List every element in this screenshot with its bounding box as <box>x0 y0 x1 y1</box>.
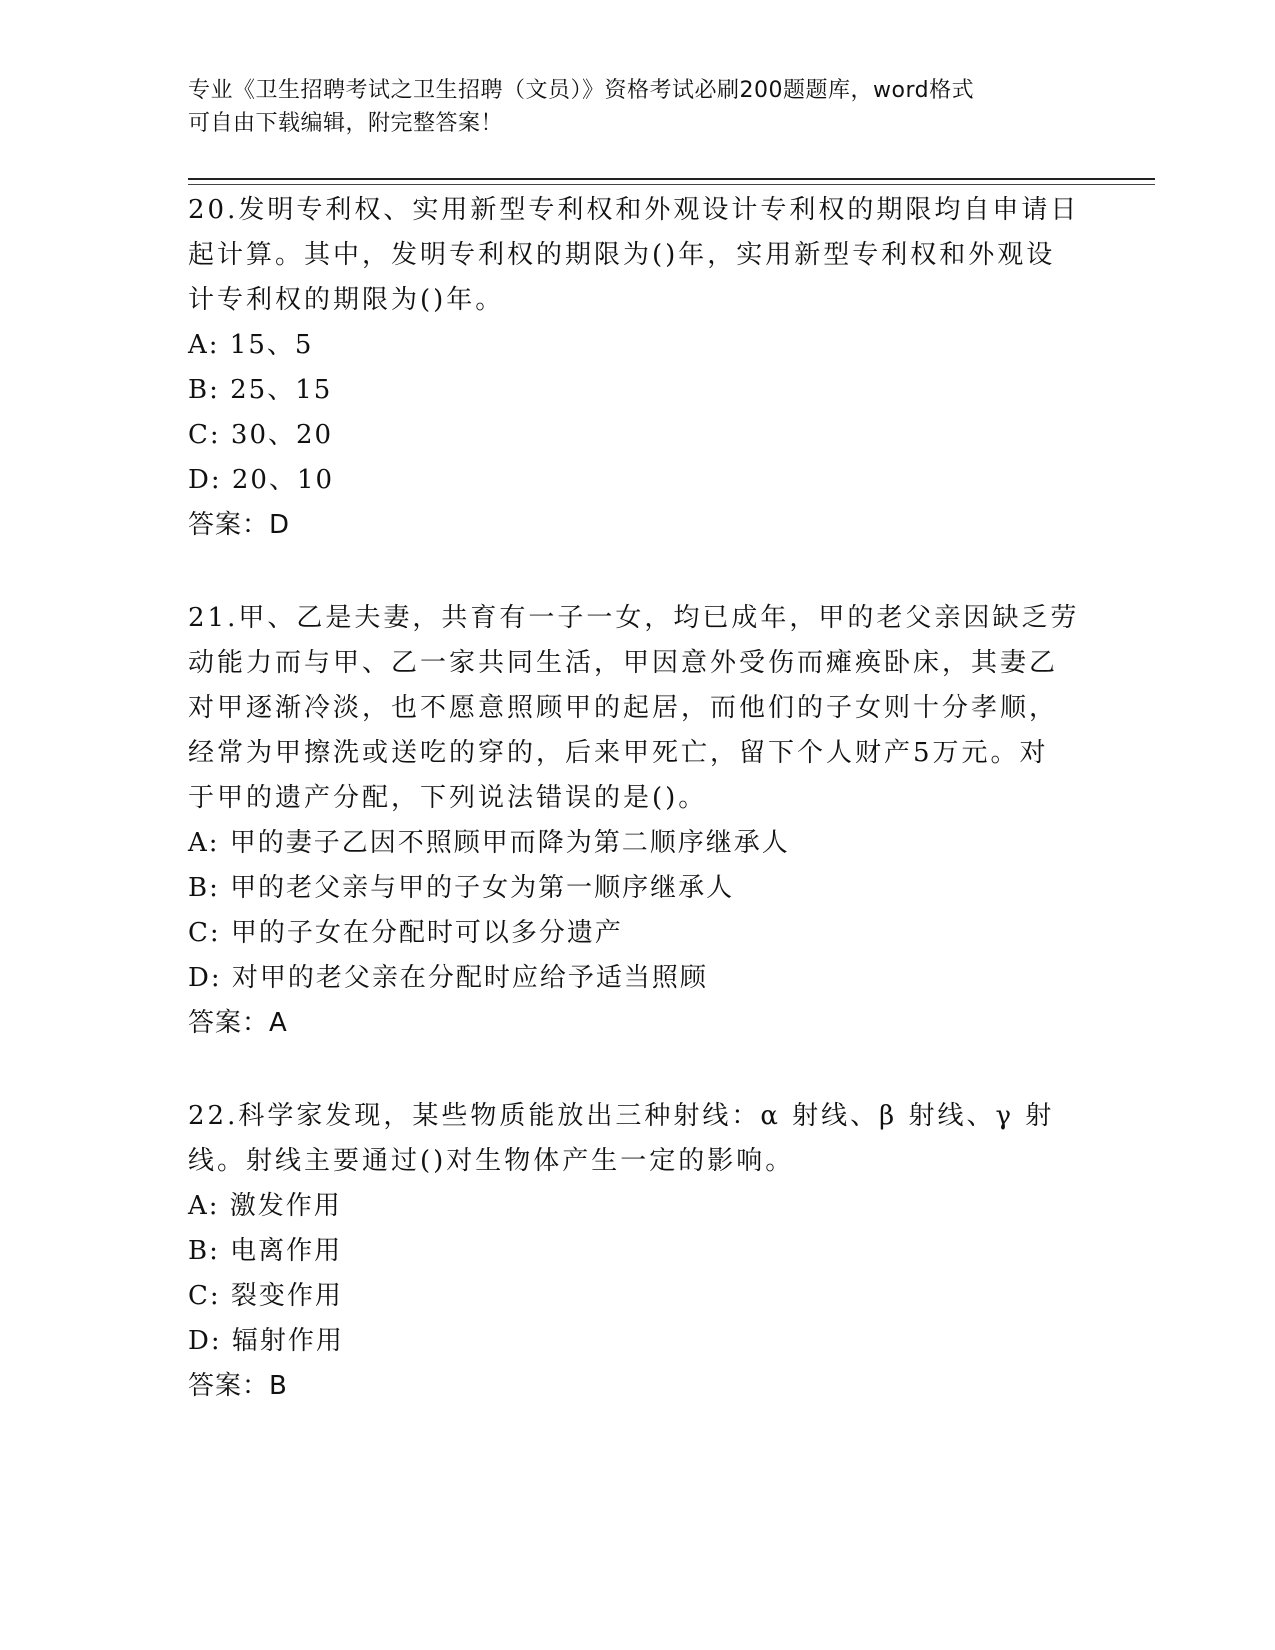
answer-line: 答案：B <box>188 1371 288 1401</box>
option-d: D: 辐射作用 <box>188 1326 344 1356</box>
question-text-line: 计专利权的期限为()年。 <box>188 285 505 315</box>
question-text-line: 起计算。其中，发明专利权的期限为()年，实用新型专利权和外观设 <box>188 240 1056 270</box>
option-c: C: 甲的子女在分配时可以多分遗产 <box>188 918 623 948</box>
question-text-line: 经常为甲擦洗或送吃的穿的，后来甲死亡，留下个人财产5万元。对 <box>188 738 1049 768</box>
option-c: C: 30、20 <box>188 420 334 450</box>
option-b: B: 25、15 <box>188 375 333 405</box>
answer-line: 答案：A <box>188 1008 288 1038</box>
header-rule-thick <box>188 178 1155 180</box>
question-text-line: 于甲的遗产分配，下列说法错误的是()。 <box>188 783 708 813</box>
option-b: B: 甲的老父亲与甲的子女为第一顺序继承人 <box>188 873 735 903</box>
option-d: D: 对甲的老父亲在分配时应给予适当照顾 <box>188 963 708 993</box>
option-c: C: 裂变作用 <box>188 1281 343 1311</box>
option-a: A: 激发作用 <box>188 1191 342 1221</box>
document-header <box>188 74 1068 140</box>
header-line-2: 可自由下载编辑，附完整答案！ <box>188 111 504 136</box>
header-line-1: 专业《卫生招聘考试之卫生招聘（文员）》资格考试必刷200题题库，word格式 <box>188 78 975 103</box>
question-22 <box>188 1094 1088 1409</box>
question-20 <box>188 188 1088 548</box>
answer-line: 答案：D <box>188 510 291 540</box>
header-rule-thin <box>188 184 1155 185</box>
question-text-line: 21.甲、乙是夫妻，共育有一子一女，均已成年，甲的老父亲因缺乏劳 <box>188 603 1080 633</box>
question-text-line: 20.发明专利权、实用新型专利权和外观设计专利权的期限均自申请日 <box>188 195 1080 225</box>
option-d: D: 20、10 <box>188 465 335 495</box>
question-21 <box>188 596 1088 1046</box>
option-a: A: 15、5 <box>188 330 314 360</box>
question-text-line: 对甲逐渐冷淡，也不愿意照顾甲的起居，而他们的子女则十分孝顺， <box>188 693 1059 723</box>
question-text-line: 线。射线主要通过()对生物体产生一定的影响。 <box>188 1146 795 1176</box>
option-a: A: 甲的妻子乙因不照顾甲而降为第二顺序继承人 <box>188 828 790 858</box>
question-text-line: 动能力而与甲、乙一家共同生活，甲因意外受伤而瘫痪卧床，其妻乙 <box>188 648 1059 678</box>
option-b: B: 电离作用 <box>188 1236 343 1266</box>
question-text-line: 22.科学家发现，某些物质能放出三种射线：α 射线、β 射线、γ 射 <box>188 1101 1055 1131</box>
